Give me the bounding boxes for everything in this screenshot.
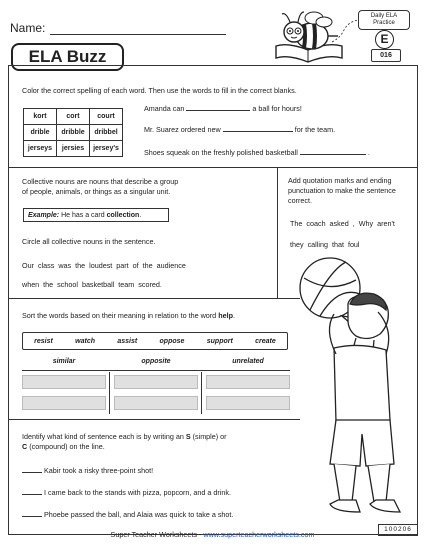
instruction-text: (simple) or bbox=[192, 432, 227, 441]
instruction-line bbox=[22, 432, 227, 442]
spelling-row bbox=[24, 125, 123, 141]
spelling-choice[interactable]: jerseys bbox=[24, 141, 57, 157]
punctuation-instruction bbox=[288, 176, 396, 206]
divider-3 bbox=[8, 419, 300, 420]
badge-letter: E bbox=[375, 30, 394, 49]
instruction-line bbox=[22, 442, 227, 452]
name-line[interactable] bbox=[50, 34, 226, 35]
spelling-choice[interactable]: drible bbox=[24, 125, 57, 141]
word-bank-item: support bbox=[206, 337, 233, 345]
answer-blank[interactable] bbox=[22, 472, 42, 473]
word-bank-item: oppose bbox=[159, 337, 185, 345]
sort-target-word: help bbox=[218, 311, 233, 320]
sort-answer-cell[interactable] bbox=[206, 375, 290, 389]
badge-line-1: Daily ELA bbox=[370, 13, 398, 19]
sentence-text: . bbox=[367, 148, 370, 157]
spelling-table bbox=[23, 108, 123, 157]
column-header-similar: similar bbox=[52, 358, 76, 365]
sort-answer-cell[interactable] bbox=[114, 375, 198, 389]
worksheet-code: 100206 bbox=[378, 524, 418, 536]
divider-2 bbox=[8, 298, 300, 299]
simple-letter: S bbox=[185, 432, 191, 441]
sentence-type-item-3 bbox=[22, 510, 233, 520]
collective-sentence-1[interactable]: Our class was the loudest part of the audience bbox=[22, 261, 186, 270]
swirl-path-icon bbox=[330, 16, 360, 46]
spelling-choice[interactable]: cort bbox=[57, 109, 90, 125]
instruction-line: punctuation to make the sentence bbox=[288, 186, 396, 195]
word-bank-item: assist bbox=[117, 337, 138, 345]
sentence-type-item-2 bbox=[22, 488, 231, 498]
spelling-row bbox=[24, 109, 123, 125]
ela-buzz-logo: ELA Buzz bbox=[11, 43, 124, 71]
fill-sentence-2 bbox=[144, 125, 335, 135]
spelling-choice[interactable]: dribble bbox=[57, 125, 90, 141]
sentence-type-item-1 bbox=[22, 466, 153, 476]
example-box bbox=[23, 208, 169, 222]
definition-line: Collective nouns are nouns that describe a group bbox=[22, 177, 179, 186]
collective-noun-definition bbox=[22, 177, 178, 197]
column-header-unrelated: unrelated bbox=[232, 358, 264, 365]
collective-sentence-2[interactable]: when the school basketball team scored. bbox=[22, 280, 162, 289]
column-header-rule bbox=[22, 370, 290, 371]
daily-practice-badge bbox=[358, 10, 410, 30]
circle-instruction: Circle all collective nouns in the sentence. bbox=[22, 237, 156, 246]
punctuation-sentence-2[interactable]: they calling that foul bbox=[290, 240, 360, 249]
word-bank bbox=[22, 332, 288, 350]
spelling-choice[interactable]: dribbel bbox=[90, 125, 123, 141]
punctuation-sentence-1[interactable]: The coach asked , Why aren't bbox=[290, 219, 395, 228]
example-label: Example: bbox=[28, 212, 60, 219]
footer-text: Super Teacher Worksheets - bbox=[110, 530, 204, 539]
instruction-text: (compound) on the line. bbox=[29, 442, 105, 451]
answer-blank[interactable] bbox=[223, 131, 293, 132]
example-text: He has a card bbox=[61, 212, 105, 219]
spelling-choice[interactable]: court bbox=[90, 109, 123, 125]
answer-blank[interactable] bbox=[300, 154, 366, 155]
example-word: collection bbox=[106, 212, 140, 219]
basketball-player-illustration bbox=[290, 250, 420, 530]
answer-blank[interactable] bbox=[22, 516, 42, 517]
name-label: Name: bbox=[10, 21, 46, 35]
column-header-opposite: opposite bbox=[141, 358, 171, 365]
sort-instruction bbox=[22, 311, 235, 321]
badge-number: 016 bbox=[371, 49, 401, 62]
spelling-choice[interactable]: jersey's bbox=[90, 141, 123, 157]
footer bbox=[0, 530, 425, 539]
sentence-text: Kabir took a risky three-point shot! bbox=[44, 466, 154, 475]
sentence-type-instruction bbox=[22, 432, 227, 452]
sort-instruction-end: . bbox=[232, 311, 235, 320]
sentence-text: for the team. bbox=[294, 125, 336, 134]
sort-answer-cell[interactable] bbox=[22, 375, 106, 389]
column-divider bbox=[201, 372, 202, 414]
fill-sentence-3 bbox=[144, 148, 370, 158]
example-end: . bbox=[139, 212, 142, 219]
definition-line: of people, animals, or things as a singular unit. bbox=[22, 187, 171, 196]
compound-letter: C bbox=[22, 442, 28, 451]
divider-vertical bbox=[277, 167, 278, 298]
footer-link[interactable]: www.superteacherworksheets.com bbox=[203, 530, 315, 539]
spelling-choice[interactable]: kort bbox=[24, 109, 57, 125]
sort-answer-cell[interactable] bbox=[206, 396, 290, 410]
word-bank-item: watch bbox=[75, 337, 96, 345]
sentence-text: Phoebe passed the ball, and Alaia was quick to take a shot. bbox=[44, 510, 234, 519]
divider-1 bbox=[8, 167, 418, 168]
instruction-line: correct. bbox=[288, 196, 312, 205]
sort-answer-cell[interactable] bbox=[22, 396, 106, 410]
word-bank-item: create bbox=[255, 337, 276, 345]
sort-instruction-text: Sort the words based on their meaning in relation to the word bbox=[22, 311, 217, 320]
word-bank-item: resist bbox=[34, 337, 53, 345]
sentence-text: I came back to the stands with pizza, popcorn, and a drink. bbox=[44, 488, 231, 497]
sort-answer-cell[interactable] bbox=[114, 396, 198, 410]
sentence-text: Mr. Suarez ordered new bbox=[144, 125, 221, 134]
spelling-row bbox=[24, 141, 123, 157]
instruction-line: Add quotation marks and ending bbox=[288, 176, 392, 185]
spelling-choice[interactable]: jersies bbox=[57, 141, 90, 157]
column-divider bbox=[109, 372, 110, 414]
answer-blank[interactable] bbox=[22, 494, 42, 495]
answer-blank[interactable] bbox=[186, 110, 250, 111]
fill-sentence-1 bbox=[144, 104, 302, 114]
spelling-instruction: Color the correct spelling of each word. Then use the words to fill in the correct blanks. bbox=[22, 86, 297, 95]
sentence-text: a ball for hours! bbox=[252, 104, 302, 113]
sentence-text: Shoes squeak on the freshly polished basketball bbox=[144, 148, 298, 157]
instruction-text: Identify what kind of sentence each is by writing an bbox=[22, 432, 184, 441]
sentence-text: Amanda can bbox=[144, 104, 185, 113]
badge-line-2: Practice bbox=[373, 20, 395, 26]
